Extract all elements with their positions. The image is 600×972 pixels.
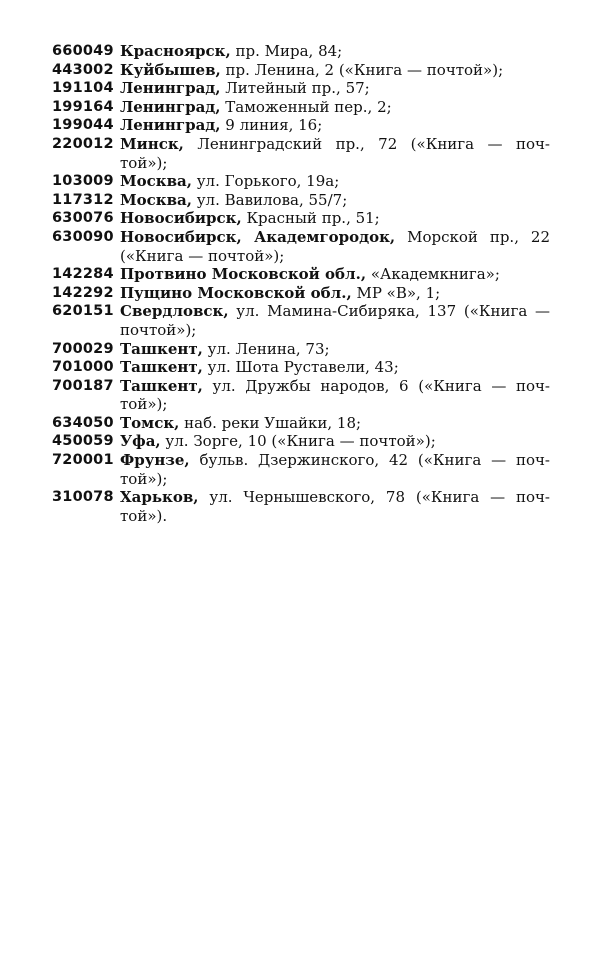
address-line bbox=[120, 358, 550, 377]
address-text: бульв. Дзержинского, 42 («Книга — поч- bbox=[189, 451, 550, 470]
address-list bbox=[52, 42, 550, 525]
postal-code: 199164 bbox=[52, 98, 114, 115]
city-name: Москва, bbox=[120, 190, 192, 209]
address-text: Литейный пр., 57; bbox=[220, 79, 370, 98]
address-text: МР «В», 1; bbox=[351, 283, 441, 302]
postal-code: 142284 bbox=[52, 266, 114, 283]
address-text: той»); bbox=[120, 395, 168, 414]
address-entry bbox=[52, 377, 550, 414]
city-name: Свердловск, bbox=[120, 302, 229, 321]
address-line bbox=[120, 228, 550, 247]
postal-code: 310078 bbox=[52, 489, 114, 506]
address-entry bbox=[52, 209, 550, 228]
address-text: ул. Мамина-Сибиряка, 137 («Книга — bbox=[228, 302, 550, 321]
address-line bbox=[120, 340, 550, 359]
address-text: ул. Дружбы народов, 6 («Книга — поч- bbox=[202, 376, 550, 395]
address-line bbox=[120, 377, 550, 396]
address-line bbox=[120, 488, 550, 507]
address-text: 9 линия, 16; bbox=[220, 116, 323, 135]
city-name: Харьков, bbox=[120, 488, 199, 507]
postal-code: 630090 bbox=[52, 228, 114, 245]
address-line bbox=[120, 451, 550, 470]
address-line bbox=[120, 172, 550, 191]
city-name: Ташкент, bbox=[120, 339, 203, 358]
city-name: Фрунзе, bbox=[120, 451, 190, 470]
address-line bbox=[120, 116, 550, 135]
city-name: Ташкент, bbox=[120, 358, 203, 377]
address-line bbox=[120, 191, 550, 210]
city-name: Новосибирск, Академгородок, bbox=[120, 227, 396, 246]
address-entry bbox=[52, 302, 550, 339]
address-entry bbox=[52, 98, 550, 117]
address-text: ул. Зорге, 10 («Книга — почтой»); bbox=[160, 432, 436, 451]
address-entry bbox=[52, 116, 550, 135]
address-line bbox=[120, 42, 550, 61]
address-text: ул. Вавилова, 55/7; bbox=[191, 190, 348, 209]
address-entry bbox=[52, 432, 550, 451]
postal-code: 117312 bbox=[52, 191, 114, 208]
city-name: Ташкент, bbox=[120, 376, 203, 395]
address-text: («Книга — почтой»); bbox=[120, 246, 285, 265]
city-name: Уфа, bbox=[120, 432, 161, 451]
address-line bbox=[120, 284, 550, 303]
city-name: Красноярск, bbox=[120, 42, 231, 60]
postal-code: 700187 bbox=[52, 377, 114, 394]
postal-code: 142292 bbox=[52, 284, 114, 301]
address-line bbox=[120, 432, 550, 451]
address-text: наб. реки Ушайки, 18; bbox=[179, 413, 362, 432]
address-line bbox=[120, 98, 550, 117]
address-text: Ленинградский пр., 72 («Книга — поч- bbox=[183, 134, 550, 153]
address-text: «Академкнига»; bbox=[366, 265, 500, 284]
address-entry bbox=[52, 340, 550, 359]
address-text: Красный пр., 51; bbox=[241, 209, 380, 228]
address-line bbox=[120, 470, 550, 489]
address-entry bbox=[52, 488, 550, 525]
address-line bbox=[120, 154, 550, 173]
address-text: ул. Ленина, 73; bbox=[202, 339, 330, 358]
postal-code: 220012 bbox=[52, 135, 114, 152]
address-entry bbox=[52, 265, 550, 284]
address-entry bbox=[52, 135, 550, 172]
address-line bbox=[120, 135, 550, 154]
city-name: Новосибирск, bbox=[120, 209, 242, 228]
address-entry bbox=[52, 42, 550, 61]
postal-code: 630076 bbox=[52, 210, 114, 227]
postal-code: 199044 bbox=[52, 117, 114, 134]
address-line bbox=[120, 209, 550, 228]
address-text: ул. Чернышевского, 78 («Книга — поч- bbox=[198, 488, 550, 507]
address-entry bbox=[52, 451, 550, 488]
address-line bbox=[120, 395, 550, 414]
postal-code: 700029 bbox=[52, 340, 114, 357]
address-entry bbox=[52, 61, 550, 80]
address-line bbox=[120, 414, 550, 433]
city-name: Ленинград, bbox=[120, 97, 221, 116]
city-name: Ленинград, bbox=[120, 116, 221, 135]
address-text: почтой»); bbox=[120, 320, 197, 339]
postal-code: 103009 bbox=[52, 173, 114, 190]
city-name: Москва, bbox=[120, 172, 192, 191]
address-entry bbox=[52, 414, 550, 433]
address-line bbox=[120, 247, 550, 266]
postal-code: 191104 bbox=[52, 80, 114, 97]
address-text: той»). bbox=[120, 506, 168, 525]
address-entry bbox=[52, 172, 550, 191]
address-entry bbox=[52, 79, 550, 98]
city-name: Ленинград, bbox=[120, 79, 221, 98]
postal-code: 634050 bbox=[52, 414, 114, 431]
address-line bbox=[120, 265, 550, 284]
postal-code: 701000 bbox=[52, 359, 114, 376]
address-text: ул. Шота Руставели, 43; bbox=[202, 358, 399, 377]
address-text: ул. Горького, 19а; bbox=[191, 172, 340, 191]
postal-code: 720001 bbox=[52, 452, 114, 469]
address-text: пр. Ленина, 2 («Книга — почтой»); bbox=[220, 60, 504, 79]
address-text: той»); bbox=[120, 469, 168, 488]
address-entry bbox=[52, 228, 550, 265]
address-entry bbox=[52, 284, 550, 303]
postal-code: 660049 bbox=[52, 43, 114, 59]
postal-code: 620151 bbox=[52, 303, 114, 320]
city-name: Куйбышев, bbox=[120, 60, 221, 79]
city-name: Томск, bbox=[120, 413, 180, 432]
address-entry bbox=[52, 358, 550, 377]
address-text: Таможенный пер., 2; bbox=[220, 97, 392, 116]
city-name: Пущино Московской обл., bbox=[120, 283, 352, 302]
address-line bbox=[120, 302, 550, 321]
address-line bbox=[120, 507, 550, 526]
city-name: Протвино Московской обл., bbox=[120, 265, 367, 284]
postal-code: 443002 bbox=[52, 61, 114, 78]
address-text: Морской пр., 22 bbox=[395, 227, 550, 246]
address-entry bbox=[52, 191, 550, 210]
address-line bbox=[120, 79, 550, 98]
address-text: той»); bbox=[120, 153, 168, 172]
address-text: пр. Мира, 84; bbox=[230, 42, 343, 60]
address-line bbox=[120, 61, 550, 80]
postal-code: 450059 bbox=[52, 433, 114, 450]
address-line bbox=[120, 321, 550, 340]
city-name: Минск, bbox=[120, 134, 184, 153]
